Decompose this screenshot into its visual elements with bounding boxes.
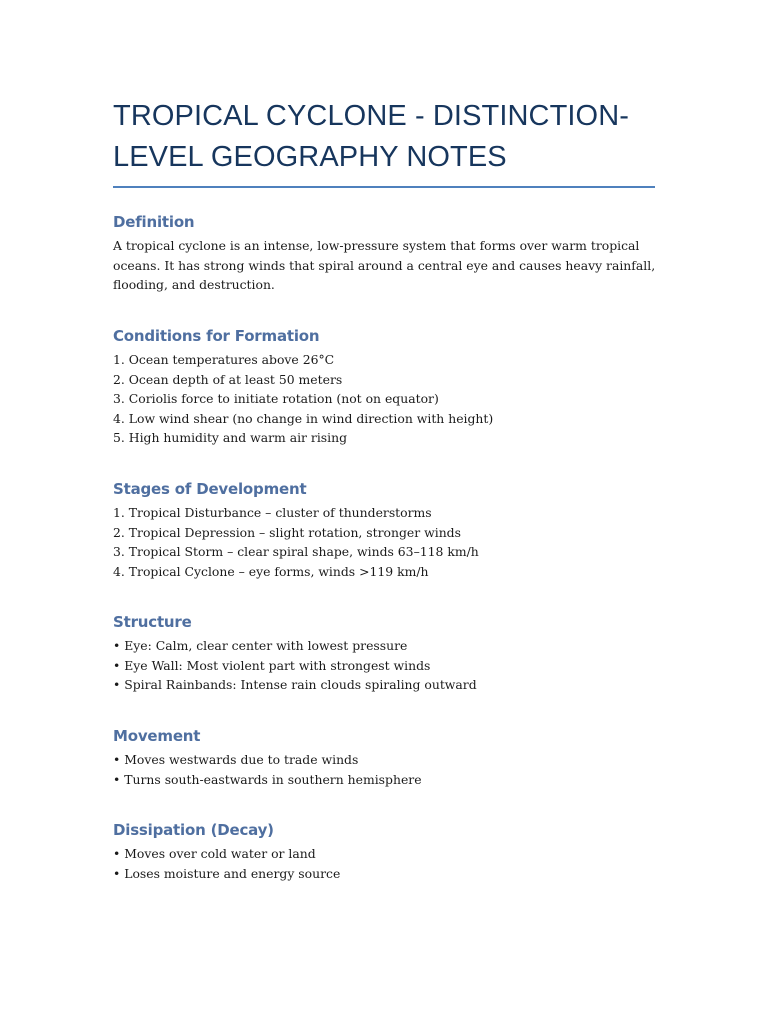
section-heading-stages: Stages of Development [113, 480, 307, 498]
list-item: 3. Coriolis force to initiate rotation (not on equator) [113, 391, 439, 406]
section-dissipation [113, 820, 340, 883]
list-item: 4. Tropical Cyclone – eye forms, winds >119 km/h [113, 563, 429, 579]
list-item: • Moves westwards due to trade winds [113, 752, 359, 767]
section-conditions [113, 326, 493, 448]
title-divider [113, 186, 655, 188]
movement-list [113, 750, 422, 789]
list-item: • Turns south-eastwards in southern hemisphere [113, 771, 422, 787]
list-item: • Eye Wall: Most violent part with strongest winds [113, 657, 431, 673]
list-item: 2. Ocean depth of at least 50 meters [113, 371, 343, 387]
definition-text: A tropical cyclone is an intense, low-pressure system that forms over warm tropical oceans. It has strong winds that spiral around a central eye and causes heavy rainfall, flooding, and destruction. [113, 238, 656, 292]
section-structure [113, 612, 477, 695]
section-movement [113, 726, 422, 789]
list-item: • Loses moisture and energy source [113, 865, 341, 881]
list-item: 3. Tropical Storm – clear spiral shape, winds 63–118 km/h [113, 544, 479, 559]
stages-list [113, 503, 479, 581]
document-title: TROPICAL CYCLONE - DISTINCTION-LEVEL GEOGRAPHY NOTES [113, 100, 630, 173]
section-heading-definition: Definition [113, 213, 195, 231]
list-item: 5. High humidity and warm air rising [113, 430, 348, 445]
section-heading-movement: Movement [113, 727, 201, 745]
structure-list [113, 636, 477, 695]
section-heading-conditions: Conditions for Formation [113, 327, 320, 345]
dissipation-list [113, 844, 340, 883]
list-item: 1. Tropical Disturbance – cluster of thunderstorms [113, 505, 432, 520]
section-definition [113, 212, 658, 295]
list-item: 1. Ocean temperatures above 26°C [113, 352, 335, 367]
section-stages [113, 479, 479, 581]
document-page [113, 0, 655, 188]
list-item: • Eye: Calm, clear center with lowest pressure [113, 638, 408, 653]
section-heading-structure: Structure [113, 613, 192, 631]
conditions-list [113, 350, 493, 448]
list-item: • Moves over cold water or land [113, 846, 316, 861]
list-item: 4. Low wind shear (no change in wind direction with height) [113, 410, 494, 426]
section-heading-dissipation: Dissipation (Decay) [113, 821, 274, 839]
list-item: • Spiral Rainbands: Intense rain clouds spiraling outward [113, 677, 477, 692]
list-item: 2. Tropical Depression – slight rotation, stronger winds [113, 524, 461, 540]
